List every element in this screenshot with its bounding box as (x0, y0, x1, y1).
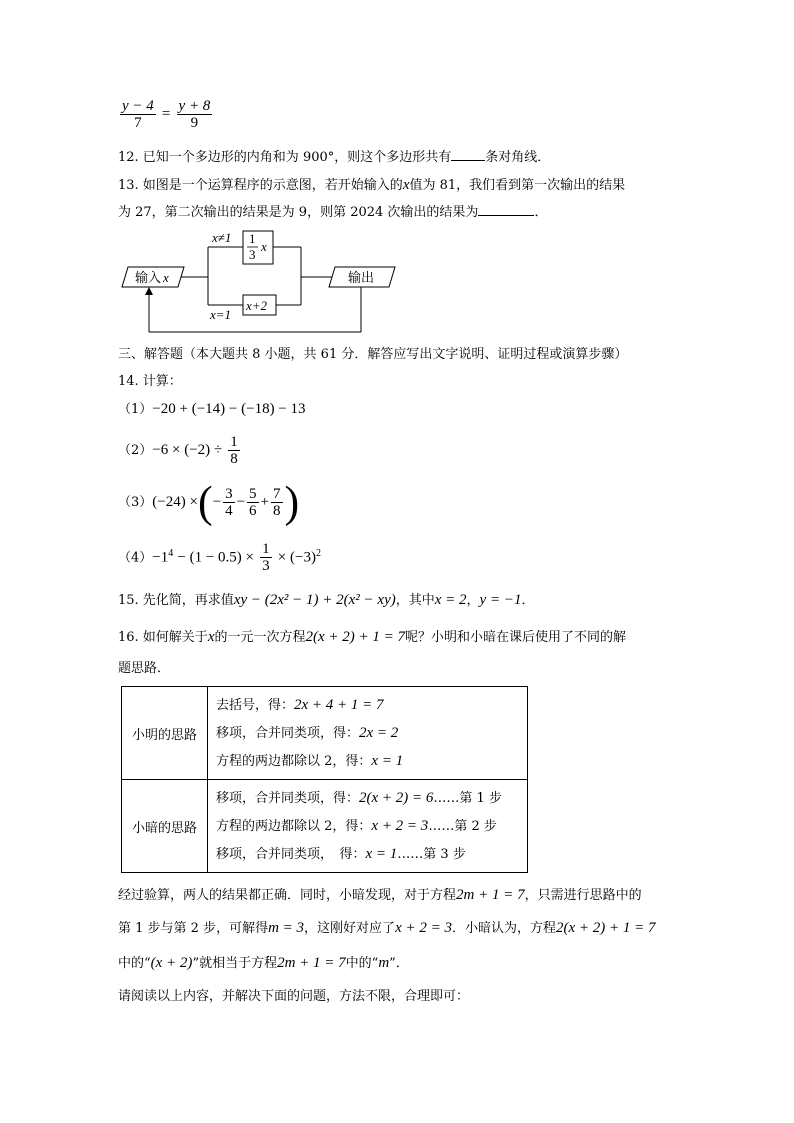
operation-box-top (243, 231, 273, 264)
step-line: 方程的两边都除以 2，得：x = 1 (216, 753, 404, 769)
q14-part-4: $(4)-1^4 - (1 - 0.5)$ × $\frac{1}{3}$ × $(-3)^2$ (118, 541, 321, 575)
solution-ideas-table (121, 686, 528, 873)
q11-equation: $\frac{y - 4}{7}$ = $\frac{y + 8}{9}$ (122, 98, 211, 131)
output-label: 输出 (348, 271, 375, 286)
row-body-xiaoming (208, 687, 528, 780)
program-flow-diagram (118, 227, 408, 339)
input-var: x (163, 270, 169, 285)
step-line: 移项，合并同类项， 得：x = 1……第 3 步 (216, 846, 466, 862)
row-header-xiaoan: 小暗的思路 (122, 780, 208, 873)
fraction: $\frac{5}{6}$ (249, 486, 257, 519)
question-13-line1: 13. 如图是一个运算程序的示意图，若开始输入的x值为 81，我们看到第一次输出的结果 (118, 177, 626, 193)
answer-blank (478, 202, 534, 216)
fraction: $\frac{1}{8}$ (230, 434, 238, 467)
fraction: $\frac{1}{3}$ (262, 541, 270, 575)
step-line: 去括号，得：2x + 4 + 1 = 7 (216, 697, 384, 713)
question-13-line2: 为 27，第二次输出的结果是为 9，则第 2024 次输出的结果为 ． (118, 202, 547, 223)
fraction: $\frac{3}{4}$ (225, 486, 233, 519)
arrow-head (145, 287, 153, 295)
row-header-xiaoming: 小明的思路 (122, 687, 208, 780)
fraction: $\frac{7}{8}$ (273, 486, 281, 519)
fraction: $\frac{y - 4}{7}$ (122, 98, 154, 131)
condition-top: x≠1 (212, 230, 232, 245)
condition-bottom: x=1 (210, 307, 232, 322)
question-12: 12. 已知一个多边形的内角和为 900°，则这个多边形共有 条对角线． (118, 147, 550, 168)
question-16-line2: 题思路． (118, 661, 171, 676)
box-top-num: 1 (249, 231, 256, 246)
fraction: $\frac{y + 8}{9}$ (178, 98, 211, 131)
box-top-var: x (261, 239, 267, 254)
after-table-line1: 经过验算，两人的结果都正确．同时，小暗发现，对于方程2m + 1 = 7，只需进行思路中的 (118, 887, 642, 903)
answer-blank (451, 147, 485, 161)
after-table-line4: 请阅读以上内容，并解决下面的问题，方法不限，合理即可： (118, 989, 470, 1004)
box-top-den: 3 (249, 247, 256, 262)
q14-part-1: （1）−20 + (−14) − (−18) − 13 (118, 401, 306, 417)
section-3-heading: 三、解答题（本大题共 8 小题，共 61 分．解答应写出文字说明、证明过程或演算步骤） (118, 347, 628, 362)
q14-part-2: （2）−6 × (−2) ÷ $\frac{1}{8}$ (118, 434, 238, 467)
question-16-line1: 16. 如何解关于x的一元一次方程2(x + 2) + 1 = 7呢？小明和小暗在课后使用了不同的解 (118, 629, 627, 645)
after-table-line2: 第 1 步与第 2 步，可解得m = 3，这刚好对应了x + 2 = 3．小暗认为，方程2(x + 2) + 1 = 7 (118, 920, 656, 936)
step-line: 移项，合并同类项，得：2(x + 2) = 6……第 1 步 (216, 790, 502, 806)
row-body-xiaoan (208, 780, 528, 873)
q14-part-3: （3）(−24) ×(− $\frac{3}{4}$ − $\frac{5}{6}$ + $\frac{7}{8}$ ) (118, 477, 300, 527)
step-line: 方程的两边都除以 2，得：x + 2 = 3……第 2 步 (216, 818, 497, 834)
question-15: 15. 先化简，再求值xy − (2x² − 1) + 2(x² − xy)，其中x = 2，y = −1． (118, 592, 535, 608)
table-row (122, 780, 528, 873)
question-14-title: 14. 计算： (118, 374, 182, 389)
after-table-line3: 中的“(x + 2)”就相当于方程2m + 1 = 7中的“m”． (118, 955, 409, 971)
box-bottom-label: x+2 (246, 298, 268, 313)
input-label: 输入 (135, 271, 162, 286)
table-row (122, 687, 528, 780)
step-line: 移项，合并同类项，得：2x = 2 (216, 725, 399, 741)
